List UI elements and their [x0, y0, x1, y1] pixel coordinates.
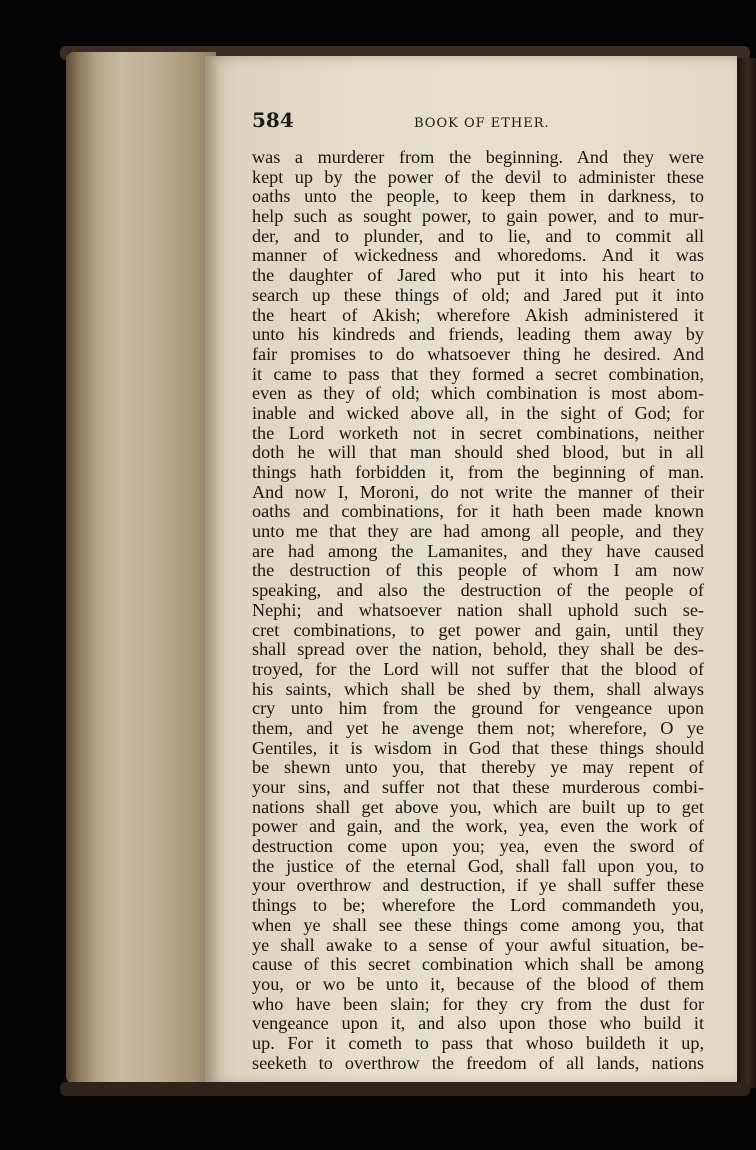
text-line: inable and wicked above all, in the sight of God; for	[252, 403, 704, 423]
text-line: them, and yet he avenge them not; wherefore, O ye	[252, 718, 704, 738]
text-line: who have been slain; for they cry from the dust for	[252, 994, 704, 1014]
text-line: up. For it cometh to pass that whoso buildeth it up,	[252, 1033, 704, 1053]
text-line: der, and to plunder, and to lie, and to commit all	[252, 226, 704, 246]
text-line: you, or wo be unto it, because of the blood of them	[252, 974, 704, 994]
text-line: the heart of Akish; wherefore Akish administered it	[252, 305, 704, 325]
text-line: search up these things of old; and Jared put it into	[252, 285, 704, 305]
text-line: the Lord worketh not in secret combinations, neither	[252, 423, 704, 443]
text-line: the justice of the eternal God, shall fall upon you, to	[252, 856, 704, 876]
book-cover-right	[736, 58, 756, 1088]
text-line: vengeance upon it, and also upon those who build it	[252, 1014, 704, 1034]
text-line: shall spread over the nation, behold, they shall be des-	[252, 640, 704, 660]
text-line: speaking, and also the destruction of the people of	[252, 581, 704, 601]
text-line: things to be; wherefore the Lord commandeth you,	[252, 896, 704, 916]
running-head: BOOK OF ETHER.	[414, 116, 550, 131]
text-line: be shewn unto you, that thereby ye may repent of	[252, 758, 704, 778]
text-line: cry unto him from the ground for vengeance upon	[252, 699, 704, 719]
page-number: 584	[252, 108, 294, 132]
text-line: nations shall get above you, which are built up to get	[252, 797, 704, 817]
text-line: his saints, which shall be shed by them, shall always	[252, 679, 704, 699]
text-line: Gentiles, it is wisdom in God that these things should	[252, 738, 704, 758]
text-line: when ye shall see these things come among you, that	[252, 915, 704, 935]
text-line: oaths and combinations, for it hath been made known	[252, 502, 704, 522]
text-line: seeketh to overthrow the freedom of all lands, nations	[252, 1053, 704, 1073]
text-line: it came to pass that they formed a secret combination,	[252, 364, 704, 384]
page-edges	[66, 52, 216, 1084]
text-line: the destruction of this people of whom I am now	[252, 561, 704, 581]
text-line: unto me that they are had among all people, and they	[252, 522, 704, 542]
body-text	[252, 148, 704, 1073]
text-line: your overthrow and destruction, if ye shall suffer these	[252, 876, 704, 896]
text-line: Nephi; and whatsoever nation shall uphold such se-	[252, 600, 704, 620]
page-header	[252, 104, 692, 134]
text-line: things hath forbidden it, from the beginning of man.	[252, 463, 704, 482]
text-line: are had among the Lamanites, and they have caused	[252, 541, 704, 561]
text-line: oaths unto the people, to keep them in darkness, to	[252, 187, 704, 207]
text-line: doth he will that man should shed blood, but in all	[252, 443, 704, 463]
text-line: And now I, Moroni, do not write the manner of their	[252, 482, 704, 502]
text-line: help such as sought power, to gain power, and to mur-	[252, 207, 704, 227]
text-line: ye shall awake to a sense of your awful situation, be-	[252, 935, 704, 955]
text-line: your sins, and suffer not that these murderous combi-	[252, 778, 704, 797]
text-line: fair promises to do whatsoever thing he desired. And	[252, 344, 704, 364]
text-line: destruction come upon you; yea, even the sword of	[252, 837, 704, 857]
text-line: unto his kindreds and friends, leading them away by	[252, 325, 704, 345]
text-line: was a murderer from the beginning. And they were	[252, 148, 704, 167]
book-cover-bottom	[60, 1082, 750, 1096]
text-line: power and gain, and the work, yea, even the work of	[252, 817, 704, 837]
text-line: cret combinations, to get power and gain, until they	[252, 620, 704, 640]
text-line: kept up by the power of the devil to administer these	[252, 167, 704, 187]
text-line: cause of this secret combination which shall be among	[252, 955, 704, 975]
text-line: troyed, for the Lord will not suffer that the blood of	[252, 659, 704, 679]
text-line: even as they of old; which combination is most abom-	[252, 384, 704, 404]
text-line: manner of wickedness and whoredoms. And it was	[252, 246, 704, 266]
text-line: the daughter of Jared who put it into his heart to	[252, 266, 704, 286]
